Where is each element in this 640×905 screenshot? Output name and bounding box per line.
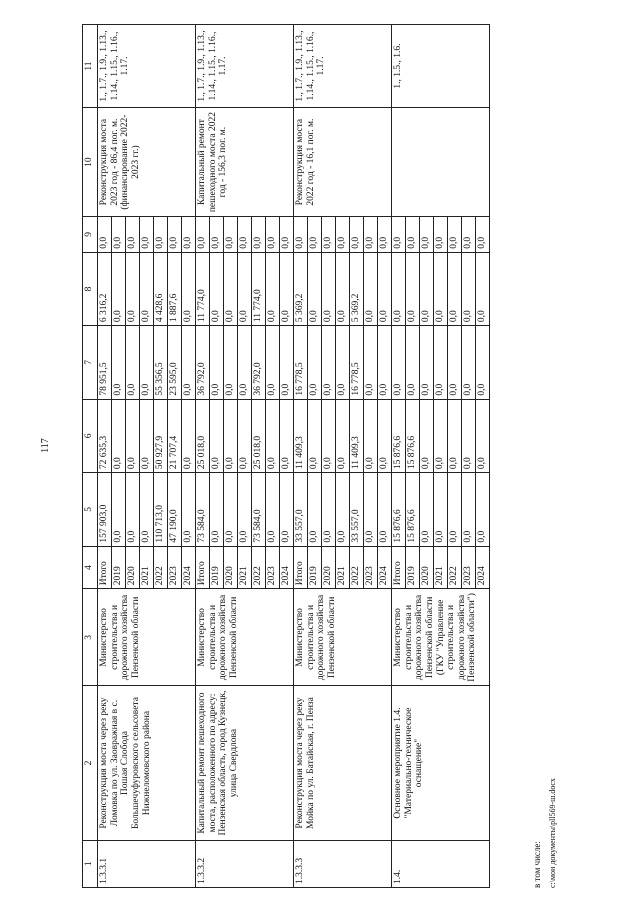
header-cell: 7 xyxy=(83,326,98,399)
value-c5: 0,0 xyxy=(266,473,280,545)
value-c6: 0,0 xyxy=(281,457,291,470)
header-cell: 10 xyxy=(83,108,98,217)
cell-result: Капитальный ремонт пешеходного моста 2022 год - 156,3 пог. м. xyxy=(196,108,294,217)
value-c7: 0,0 xyxy=(336,326,350,398)
cell-result: Реконструкция моста 2023 год - 86,4 пог. м. (финансирование 2022-2023 гг.) xyxy=(98,108,196,217)
cell-c7 xyxy=(98,326,196,399)
cell-c7 xyxy=(392,326,490,399)
header-cell: 11 xyxy=(83,25,98,108)
value-c7: 0,0 xyxy=(238,326,252,398)
value-c6: 0,0 xyxy=(112,400,126,472)
cell-result xyxy=(392,108,490,217)
value-c6: 0,0 xyxy=(140,400,154,472)
value-years: 2022 xyxy=(448,547,462,589)
value-years: 2019 xyxy=(112,547,126,589)
value-c9: 0,0 xyxy=(462,217,476,252)
table-row xyxy=(98,25,196,888)
value-c9: 0,0 xyxy=(112,217,126,252)
file-path: c:\мои документы\pll569-ш.docx xyxy=(548,778,557,888)
value-c5: 0,0 xyxy=(420,473,434,545)
value-c8: 0,0 xyxy=(434,253,448,325)
cell-indicators: 1., 1.7., 1.9., 1.13., 1.14., 1.15., 1.16., 1.17. xyxy=(98,25,196,108)
cell-c6 xyxy=(196,399,294,472)
value-c8: 0,0 xyxy=(281,310,291,323)
value-c7: 16 778,5 xyxy=(350,326,364,398)
value-c5: 47 190,0 xyxy=(168,473,182,545)
value-c8: 0,0 xyxy=(238,253,252,325)
cell-code: 1.3.3.1 xyxy=(98,840,196,887)
value-years: 2023 xyxy=(168,547,182,589)
header-cell: 6 xyxy=(83,399,98,472)
value-c9: 0,0 xyxy=(266,217,280,252)
value-years: 2021 xyxy=(238,547,252,589)
value-years: 2019 xyxy=(210,547,224,589)
value-years: 2021 xyxy=(336,547,350,589)
value-c9: 0,0 xyxy=(252,217,266,252)
cell-result: Реконструкция моста 2022 год - 16,1 пог. м. xyxy=(294,108,392,217)
value-c6: 0,0 xyxy=(379,457,389,470)
value-years: 2024 xyxy=(379,566,389,586)
cell-name: Основное мероприятие 1.4. "Материально-техническое оснащение" xyxy=(392,686,490,840)
value-c7: 0,0 xyxy=(392,326,406,398)
value-years: 2020 xyxy=(420,547,434,589)
value-c9: 0,0 xyxy=(224,217,238,252)
value-c5: 0,0 xyxy=(112,473,126,545)
value-c8: 0,0 xyxy=(224,253,238,325)
value-c5: 0,0 xyxy=(336,473,350,545)
cell-c6 xyxy=(392,399,490,472)
value-c8: 4 428,6 xyxy=(154,253,168,325)
value-c9: 0,0 xyxy=(140,217,154,252)
value-c7: 0,0 xyxy=(434,326,448,398)
value-years: Итого xyxy=(98,547,112,589)
value-c5: 0,0 xyxy=(210,473,224,545)
value-years: 2020 xyxy=(224,547,238,589)
value-c5: 0,0 xyxy=(477,530,487,543)
header-cell: 5 xyxy=(83,473,98,546)
cell-c5 xyxy=(98,473,196,546)
value-c7: 0,0 xyxy=(266,326,280,398)
value-years: 2019 xyxy=(406,547,420,589)
cell-c9 xyxy=(392,217,490,253)
value-c8: 0,0 xyxy=(183,310,193,323)
cell-name: Капитальный ремонт пешеходного моста, расположенного по адресу: Пензенская область, город Кузнецк, улица Свердлова xyxy=(196,686,294,840)
value-c9: 0,0 xyxy=(196,217,210,252)
value-c7: 78 951,5 xyxy=(98,326,112,398)
value-c6: 0,0 xyxy=(477,457,487,470)
value-years: 2021 xyxy=(140,547,154,589)
value-c8: 6 316,2 xyxy=(98,253,112,325)
value-years: Итого xyxy=(196,547,210,589)
value-c7: 0,0 xyxy=(112,326,126,398)
value-c9: 0,0 xyxy=(154,217,168,252)
cell-c5 xyxy=(294,473,392,546)
value-c8: 11 774,0 xyxy=(252,253,266,325)
value-c8: 0,0 xyxy=(379,310,389,323)
value-c8: 0,0 xyxy=(308,253,322,325)
value-c5: 15 876,6 xyxy=(406,473,420,545)
value-years: 2024 xyxy=(281,566,291,586)
cell-years xyxy=(294,546,392,589)
cell-c9 xyxy=(294,217,392,253)
value-c9: 0,0 xyxy=(281,236,291,249)
value-c8: 0,0 xyxy=(140,253,154,325)
cell-org: Министерство строительства и дорожного хозяйства Пензенской области xyxy=(294,589,392,686)
cell-name: Реконструкция моста через реку Мойка по ул. Батайская, г. Пенза xyxy=(294,686,392,840)
value-c7: 0,0 xyxy=(462,326,476,398)
value-c8: 0,0 xyxy=(420,253,434,325)
value-c6: 25 018,0 xyxy=(252,400,266,472)
table-row xyxy=(196,25,294,888)
value-c6: 0,0 xyxy=(434,400,448,472)
cell-code: 1.3.3.3 xyxy=(294,840,392,887)
value-c5: 33 557,0 xyxy=(350,473,364,545)
value-c6: 0,0 xyxy=(210,400,224,472)
value-c7: 0,0 xyxy=(448,326,462,398)
cell-c8 xyxy=(196,252,294,325)
value-c8: 1 887,6 xyxy=(168,253,182,325)
value-years: 2021 xyxy=(434,547,448,589)
cell-c6 xyxy=(294,399,392,472)
value-c7: 0,0 xyxy=(364,326,378,398)
value-c5: 0,0 xyxy=(126,473,140,545)
value-c5: 0,0 xyxy=(322,473,336,545)
table-row xyxy=(294,25,392,888)
value-c6: 15 876,6 xyxy=(392,400,406,472)
cell-c5 xyxy=(392,473,490,546)
table-row xyxy=(392,25,490,888)
cell-org: Министерство строительства и дорожного хозяйства Пензенской области xyxy=(98,589,196,686)
value-c8: 5 369,2 xyxy=(294,253,308,325)
value-c9: 0,0 xyxy=(477,236,487,249)
header-cell: 3 xyxy=(83,589,98,686)
cell-org: Министерство строительства и дорожного хозяйства Пензенской области (ГКУ "Управление строительства и дорожного хозяйства Пензенской области") xyxy=(392,589,490,686)
value-c6: 21 707,4 xyxy=(168,400,182,472)
value-c5: 0,0 xyxy=(364,473,378,545)
header-cell: 9 xyxy=(83,217,98,253)
cell-c5 xyxy=(196,473,294,546)
value-c5: 157 903,0 xyxy=(98,473,112,545)
value-c7: 0,0 xyxy=(224,326,238,398)
value-c7: 0,0 xyxy=(406,326,420,398)
value-c7: 36 792,0 xyxy=(252,326,266,398)
cell-c8 xyxy=(294,252,392,325)
value-c6: 50 927,9 xyxy=(154,400,168,472)
value-c7: 36 792,0 xyxy=(196,326,210,398)
value-c9: 0,0 xyxy=(350,217,364,252)
value-c7: 0,0 xyxy=(477,383,487,396)
value-c8: 0,0 xyxy=(266,253,280,325)
value-years: 2022 xyxy=(252,547,266,589)
cell-years xyxy=(196,546,294,589)
value-c5: 110 713,0 xyxy=(154,473,168,545)
value-years: 2024 xyxy=(477,566,487,586)
value-c9: 0,0 xyxy=(168,217,182,252)
value-c8: 0,0 xyxy=(364,253,378,325)
cell-indicators: 1., 1.7., 1.9., 1.13., 1.14., 1.15., 1.16., 1.17. xyxy=(294,25,392,108)
value-c5: 0,0 xyxy=(238,473,252,545)
value-c6: 0,0 xyxy=(448,400,462,472)
rotated-page-content xyxy=(82,24,558,888)
value-c7: 0,0 xyxy=(140,326,154,398)
value-c6: 0,0 xyxy=(266,400,280,472)
value-c5: 0,0 xyxy=(448,473,462,545)
value-c7: 23 595,0 xyxy=(168,326,182,398)
value-c8: 5 369,2 xyxy=(350,253,364,325)
value-c8: 0,0 xyxy=(406,253,420,325)
value-c7: 0,0 xyxy=(308,326,322,398)
value-c6: 0,0 xyxy=(420,400,434,472)
value-c6: 0,0 xyxy=(322,400,336,472)
value-c8: 0,0 xyxy=(392,253,406,325)
value-c6: 0,0 xyxy=(336,400,350,472)
cell-years xyxy=(392,546,490,589)
value-years: Итого xyxy=(294,547,308,589)
cell-c6 xyxy=(98,399,196,472)
value-years: 2022 xyxy=(154,547,168,589)
header-cell: 4 xyxy=(83,546,98,589)
value-c5: 0,0 xyxy=(308,473,322,545)
cell-name: Реконструкция моста через реку Ломовка по ул. Заовражная в с. Пошая Слобода Большечуфуровского сельсовета Нижнеломовского района xyxy=(98,686,196,840)
value-c9: 0,0 xyxy=(448,217,462,252)
value-c6: 0,0 xyxy=(224,400,238,472)
cell-c7 xyxy=(294,326,392,399)
value-c8: 0,0 xyxy=(126,253,140,325)
value-c6: 0,0 xyxy=(183,457,193,470)
value-c8: 0,0 xyxy=(462,253,476,325)
header-cell: 8 xyxy=(83,252,98,325)
value-c7: 0,0 xyxy=(183,383,193,396)
value-c5: 0,0 xyxy=(379,530,389,543)
value-c5: 15 876,6 xyxy=(392,473,406,545)
value-c8: 0,0 xyxy=(210,253,224,325)
value-c9: 0,0 xyxy=(183,236,193,249)
value-c5: 0,0 xyxy=(183,530,193,543)
value-c9: 0,0 xyxy=(392,217,406,252)
value-c7: 16 778,5 xyxy=(294,326,308,398)
cell-c7 xyxy=(196,326,294,399)
value-years: 2023 xyxy=(462,547,476,589)
value-c8: 11 774,0 xyxy=(196,253,210,325)
value-c9: 0,0 xyxy=(322,217,336,252)
value-c7: 0,0 xyxy=(281,383,291,396)
value-c8: 0,0 xyxy=(336,253,350,325)
value-years: 2022 xyxy=(350,547,364,589)
value-c6: 0,0 xyxy=(364,400,378,472)
value-c5: 0,0 xyxy=(281,530,291,543)
value-c9: 0,0 xyxy=(294,217,308,252)
value-years: 2020 xyxy=(126,547,140,589)
cell-indicators: 1., 1.5., 1.6. xyxy=(392,25,490,108)
value-c9: 0,0 xyxy=(98,217,112,252)
value-years: 2019 xyxy=(308,547,322,589)
value-c6: 11 409,3 xyxy=(294,400,308,472)
value-c5: 73 584,0 xyxy=(252,473,266,545)
value-c8: 0,0 xyxy=(112,253,126,325)
footer-label: в том числе: xyxy=(532,841,542,888)
header-cell: 1 xyxy=(83,840,98,887)
header-cell: 2 xyxy=(83,686,98,840)
cell-code: 1.3.3.2 xyxy=(196,840,294,887)
value-c5: 33 557,0 xyxy=(294,473,308,545)
value-years: 2023 xyxy=(364,547,378,589)
cell-c9 xyxy=(196,217,294,253)
value-c7: 55 356,5 xyxy=(154,326,168,398)
value-c5: 0,0 xyxy=(434,473,448,545)
value-c9: 0,0 xyxy=(336,217,350,252)
cell-org: Министерство строительства и дорожного хозяйства Пензенской области xyxy=(196,589,294,686)
program-table xyxy=(82,24,490,888)
value-years: Итого xyxy=(392,547,406,589)
value-c6: 25 018,0 xyxy=(196,400,210,472)
value-years: 2024 xyxy=(183,566,193,586)
cell-code: 1.4. xyxy=(392,840,490,887)
value-years: 2020 xyxy=(322,547,336,589)
value-c9: 0,0 xyxy=(379,236,389,249)
value-c6: 15 876,6 xyxy=(406,400,420,472)
value-c7: 0,0 xyxy=(210,326,224,398)
value-c9: 0,0 xyxy=(364,217,378,252)
value-c8: 0,0 xyxy=(477,310,487,323)
value-c7: 0,0 xyxy=(379,383,389,396)
cell-years xyxy=(98,546,196,589)
value-years: 2023 xyxy=(266,547,280,589)
cell-c8 xyxy=(392,252,490,325)
value-c5: 0,0 xyxy=(462,473,476,545)
value-c7: 0,0 xyxy=(420,326,434,398)
value-c5: 0,0 xyxy=(224,473,238,545)
value-c9: 0,0 xyxy=(420,217,434,252)
value-c9: 0,0 xyxy=(238,217,252,252)
value-c6: 0,0 xyxy=(238,400,252,472)
value-c5: 73 584,0 xyxy=(196,473,210,545)
value-c9: 0,0 xyxy=(308,217,322,252)
value-c6: 72 635,3 xyxy=(98,400,112,472)
value-c8: 0,0 xyxy=(448,253,462,325)
value-c9: 0,0 xyxy=(434,217,448,252)
cell-c9 xyxy=(98,217,196,253)
value-c8: 0,0 xyxy=(322,253,336,325)
page-number: 117 xyxy=(40,438,51,453)
value-c6: 0,0 xyxy=(462,400,476,472)
cell-indicators: 1., 1.7., 1.9., 1.13., 1.14., 1.15., 1.16., 1.17. xyxy=(196,25,294,108)
value-c7: 0,0 xyxy=(322,326,336,398)
value-c6: 0,0 xyxy=(126,400,140,472)
value-c9: 0,0 xyxy=(406,217,420,252)
value-c6: 11 409,3 xyxy=(350,400,364,472)
value-c5: 0,0 xyxy=(140,473,154,545)
value-c9: 0,0 xyxy=(126,217,140,252)
cell-c8 xyxy=(98,252,196,325)
header-row xyxy=(83,25,98,888)
value-c6: 0,0 xyxy=(308,400,322,472)
value-c9: 0,0 xyxy=(210,217,224,252)
value-c7: 0,0 xyxy=(126,326,140,398)
